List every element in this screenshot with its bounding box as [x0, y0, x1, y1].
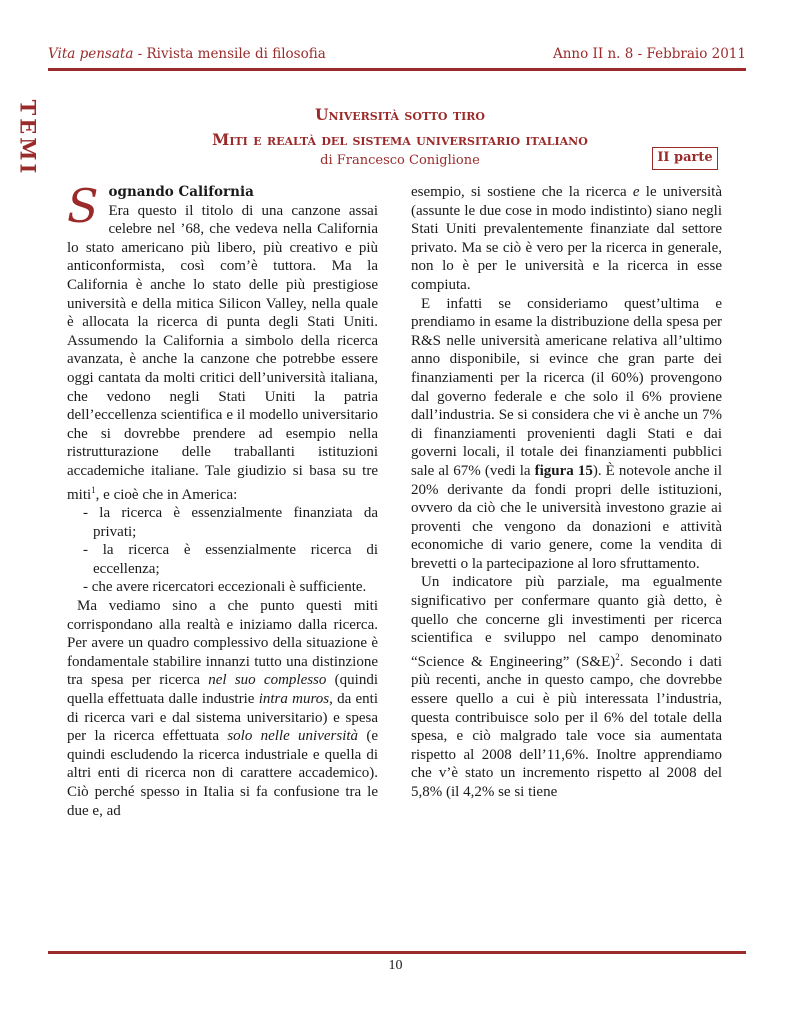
article-subtitle: Miti e realtà del sistema universitario italiano: [212, 130, 588, 149]
journal-title: [48, 46, 326, 62]
emphasis-text: intra muros,: [258, 691, 333, 708]
footer-rule: [48, 951, 746, 954]
paragraph: [411, 183, 722, 295]
paragraph-text: , e cioè che in America:: [95, 486, 238, 503]
paragraph-text: Un indicatore più parziale, ma egualmente significativo per confermare quanto già detto, è quello che concerne gli investimenti per ricerca scientifica e sviluppo nel campo denominato “Science & Engineering” (S&E): [411, 574, 722, 670]
emphasis-text: solo nelle università: [227, 728, 359, 745]
footnote-ref-2[interactable]: 2: [615, 651, 620, 662]
right-column: [411, 183, 722, 802]
footnote-ref-1[interactable]: 1: [91, 484, 96, 495]
drop-cap: S: [67, 179, 99, 233]
emphasis-text: e: [632, 184, 640, 200]
article-title: Università sotto tiro: [315, 105, 485, 124]
article-author: di Francesco Coniglione: [320, 153, 480, 168]
section-label-text: TEMI: [15, 99, 41, 176]
list-item: - la ricerca è essenzialmente ricerca di eccellenza;: [83, 542, 378, 577]
paragraph: [411, 573, 722, 801]
emphasis-text: nel suo complesso: [208, 672, 327, 689]
paragraph-text: Ma vediamo sino a che punto questi miti corrispondano alla realtà e iniziamo dalla ricerca. Per avere un quadro complessivo della situazione è fondamentale stabilire innanzi tutto una distinzione tra spesa per ricerca: [67, 598, 378, 689]
paragraph: [411, 295, 722, 574]
list-item: - che avere ricercatori eccezionali è sufficiente.: [83, 579, 367, 596]
article-title-block: [100, 102, 700, 170]
paragraph-text: da enti di ricerca vari e dal sistema universitario) e spesa per la ricerca effettuata: [67, 691, 378, 745]
paragraph-text: . Secondo i dati più recenti, anche in questo campo, che dovrebbe essere quello a cui è più interessata l’industria, questa contribuisce solo per il 6% del totale della spesa, e ciò malgrado tale voce sia aumentata rispetto al 2008 dell’11,6%. Inoltre apprendiamo che v’è stato un incremento rispetto al 2008 del 5,8% (il 4,2% se si tiene: [411, 653, 722, 800]
page-number: 10: [388, 958, 403, 973]
paragraph: [67, 597, 378, 820]
header-rule: [48, 68, 746, 71]
paragraph-text: Era questo il titolo di una canzone assai celebre nel ’68, che vedeva nella California lo stato americano più libero, più creativo e più anticonformista, così com’è tuttora. Ma la California è anche lo stato delle più prestigiose università e della mitica Silicon Valley, nella quale è allocata la ricerca di punta degli Stati Uniti. Assumendo la California a simbolo della ricerca avanzata, è anche la canzone che potrebbe essere oggi cantata da molti critici dell’università italiana, che vedono negli Stati Uniti la patria dell’eccellenza scientifica e il modello universitario che si dovrebbe prendere ad esempio nella ristrutturazione delle traballanti istituzioni accademiche italiane. Tale giudizio si basa su tre miti: [67, 202, 378, 503]
list-item: - la ricerca è essenzialmente finanziata da privati;: [83, 505, 378, 540]
paragraph-text: (quindi quella effettuata dalle industrie: [67, 672, 378, 708]
paragraph-intro: [67, 179, 378, 504]
journal-subtitle: - Rivista mensile di filosofia: [133, 46, 326, 62]
paragraph-text: (e quindi escludendo la ricerca industriale e quella di altri enti di ricerca non di carattere accademico). Ciò perché spesso in Italia si fa confusione tra le due e, ad: [67, 728, 379, 819]
issue-info: Anno II n. 8 - Febbraio 2011: [552, 46, 746, 62]
paragraph-text: le università (assunte le due cose in modo indistinto) siano negli Stati Uniti prevalentemente finanziate dal settore privato. Ma se ciò è vero per la ricerca in generale, non lo è per le università e la ricerca in esse compiuta.: [411, 184, 722, 293]
bullet-list: [67, 504, 378, 597]
section-label: [14, 95, 42, 180]
paragraph-text: ). È notevole anche il 20% derivante da fondi propri delle istituzioni, ovvero da ciò che le università investono grazie ai proventi che vengono da donazioni e attività economiche di vario genere, come la vendita di brevetti o la partecipazione al loro sfruttamento.: [411, 462, 722, 572]
running-header: [48, 46, 746, 68]
figure-reference[interactable]: figura 15: [534, 462, 593, 479]
paragraph-text: E infatti se consideriamo quest’ultima e prendiamo in esame la distribuzione della spesa per R&S nelle università americane relativa all’ultimo anno disponibile, si evince che gran parte dei finanziamenti per la ricerca (il 60%) provengono dal governo federale e che solo il 6% proviene dall’industria. Se si considera che vi è anche un 7% di finanziamenti provenienti dagli Stati e dai governi locali, il totale dei finanziamenti pubblici sale al 67% (vedi la: [411, 295, 722, 479]
paragraph-text: esempio, si sostiene che la ricerca: [411, 184, 633, 200]
section-subhead: ognando California: [108, 184, 254, 200]
part-badge: II parte: [652, 147, 718, 170]
journal-name: Vita pensata: [48, 46, 134, 62]
left-column: [67, 179, 379, 820]
